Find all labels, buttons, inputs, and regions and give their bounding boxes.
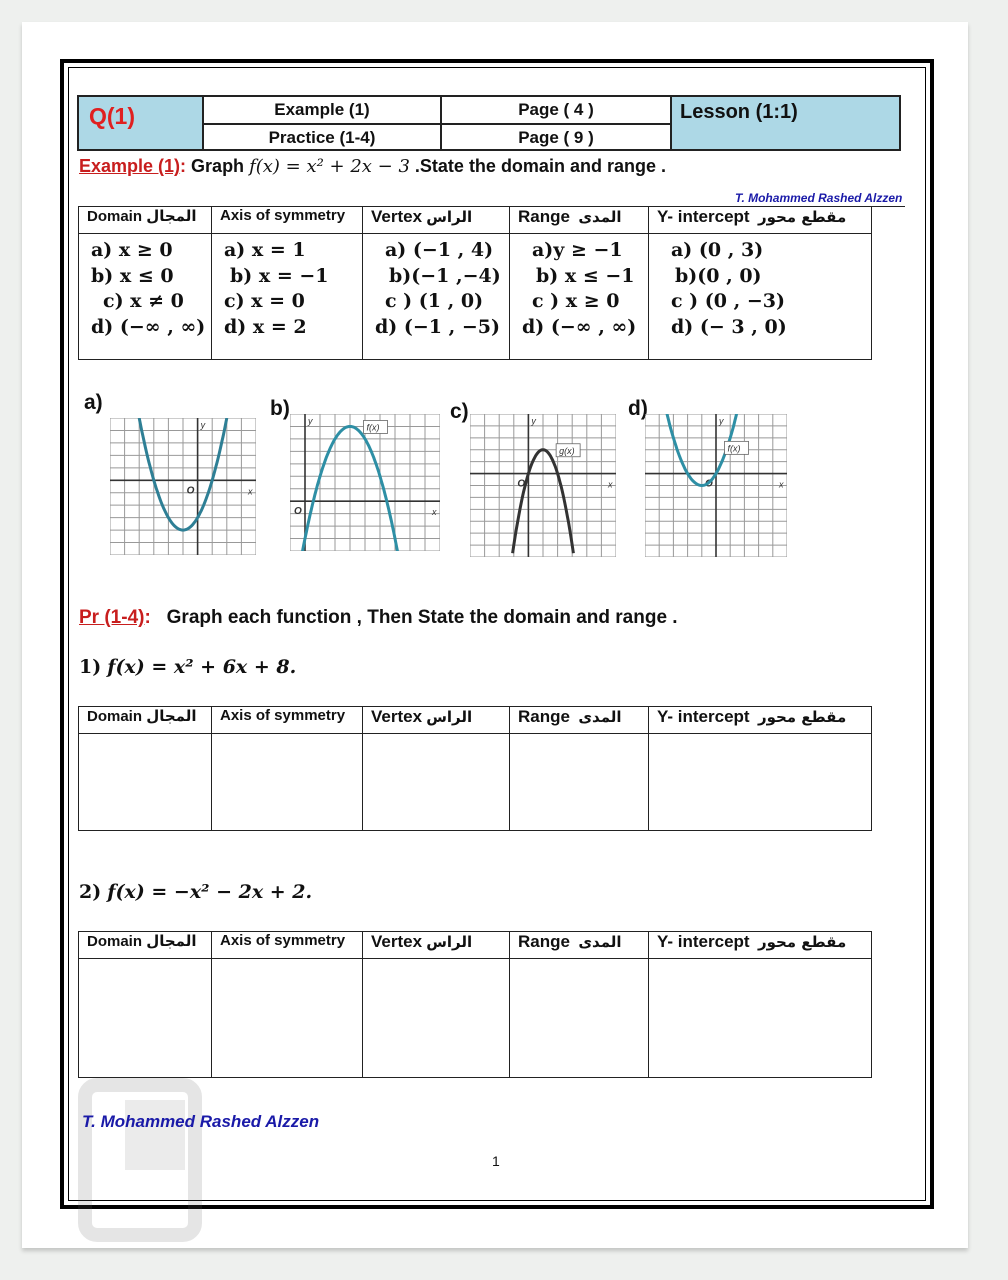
col-axis: Axis of symmetry [212, 207, 363, 234]
axis-options [212, 234, 363, 360]
option: a) x ≥ 0 [91, 239, 173, 261]
answer-range[interactable] [510, 959, 649, 1078]
option: d) (− 3 , 0) [671, 315, 787, 338]
option: c ) (0 , −3) [671, 290, 785, 312]
origin-label: O [517, 478, 526, 490]
domain-options [79, 234, 212, 360]
option: c) x = 0 [224, 290, 305, 312]
col-range: Range المدى [510, 207, 649, 234]
x-axis-label: x [432, 507, 437, 518]
origin-label: O [705, 478, 713, 490]
x-axis-label: x [248, 486, 253, 497]
problem-2-table: Domain المجال Axis of symmetry Vertex الراس Range المدى Y- intercept مقطع محور [78, 931, 872, 1078]
graph-b-label: b) [270, 397, 290, 420]
option: d) (−1 , −5) [375, 315, 500, 338]
graph-c-label: c) [450, 400, 469, 423]
option: d) (−∞ , ∞) [522, 315, 637, 338]
origin-label: O [186, 485, 195, 497]
yint-options [649, 234, 872, 360]
page-number: 1 [492, 1153, 500, 1169]
practice-instructions: Pr (1-4): Graph each function , Then State the domain and range . [79, 607, 678, 628]
option: c) x ≠ 0 [103, 290, 184, 312]
graph-d-label: d) [628, 397, 648, 420]
option: b)(0 , 0) [675, 264, 762, 287]
example-ref: Example (1) [204, 97, 442, 123]
header-table [77, 95, 901, 151]
graph-b [290, 414, 440, 551]
answer-vertex[interactable] [363, 959, 510, 1078]
function-label: f(x) [366, 422, 380, 433]
author-signature-top: T. Mohammed Rashed Alzzen [735, 191, 903, 205]
lesson-label: Lesson (1:1) [672, 97, 899, 149]
graph-c [470, 414, 616, 557]
answer-domain[interactable] [79, 734, 212, 831]
option: d) (−∞ , ∞) [91, 315, 206, 338]
graph-a-label: a) [84, 391, 103, 414]
table-header-row [79, 207, 872, 234]
y-axis-label: y [200, 420, 206, 430]
answer-yint[interactable] [649, 959, 872, 1078]
col-vertex: Vertex الراس [363, 207, 510, 234]
function-label: g(x) [559, 445, 575, 456]
option: a) x = 1 [224, 239, 306, 261]
answer-range[interactable] [510, 734, 649, 831]
graph-a [110, 418, 256, 555]
range-options [510, 234, 649, 360]
option: d) x = 2 [224, 315, 307, 338]
y-axis-label: y [719, 416, 724, 426]
option: c ) x ≥ 0 [532, 290, 620, 312]
option: b)(−1 ,−4) [389, 264, 501, 287]
answer-vertex[interactable] [363, 734, 510, 831]
problem-1-table: Domain المجال Axis of symmetry Vertex الراس Range المدى Y- intercept مقطع محور [78, 706, 872, 831]
y-axis-label: y [531, 416, 536, 426]
y-axis-label: y [308, 416, 313, 426]
option: a) (−1 , 4) [385, 239, 494, 261]
graph-d [645, 414, 787, 557]
example-options-table [78, 206, 872, 360]
problem-2: 2) f(x) = −x² − 2x + 2. [79, 881, 313, 903]
option: b) x = −1 [230, 264, 329, 287]
answer-domain[interactable] [79, 959, 212, 1078]
origin-label: O [294, 506, 302, 518]
option: a)y ≥ −1 [532, 239, 623, 261]
problem-1: 1) f(x) = x² + 6x + 8. [79, 656, 297, 678]
answer-axis[interactable] [212, 959, 363, 1078]
example-title: Example (1): Graph f(x) = x² + 2x − 3 .State the domain and range . [79, 156, 666, 177]
x-axis-label: x [779, 479, 784, 490]
example-label: Example (1) [79, 156, 181, 176]
author-signature-footer: T. Mohammed Rashed Alzzen [82, 1112, 320, 1131]
function-label: f(x) [727, 443, 741, 454]
answer-axis[interactable] [212, 734, 363, 831]
vertex-options [363, 234, 510, 360]
x-axis-label: x [608, 479, 613, 490]
col-domain: Domain المجال [79, 207, 212, 234]
option: b) x ≤ 0 [91, 264, 174, 287]
practice-label: Pr (1-4) [79, 607, 145, 628]
question-number: Q(1) [79, 97, 204, 149]
practice-ref: Practice (1-4) [204, 125, 442, 151]
option: a) (0 , 3) [671, 239, 764, 261]
example-page: Page ( 4 ) [442, 97, 672, 123]
option: b) x ≤ −1 [536, 264, 635, 287]
col-yintercept: Y- intercept مقطع محور [649, 207, 872, 234]
answer-yint[interactable] [649, 734, 872, 831]
practice-page: Page ( 9 ) [442, 125, 672, 151]
example-function: f(x) = x² + 2x − 3 [249, 156, 410, 177]
option: c ) (1 , 0) [385, 290, 484, 312]
